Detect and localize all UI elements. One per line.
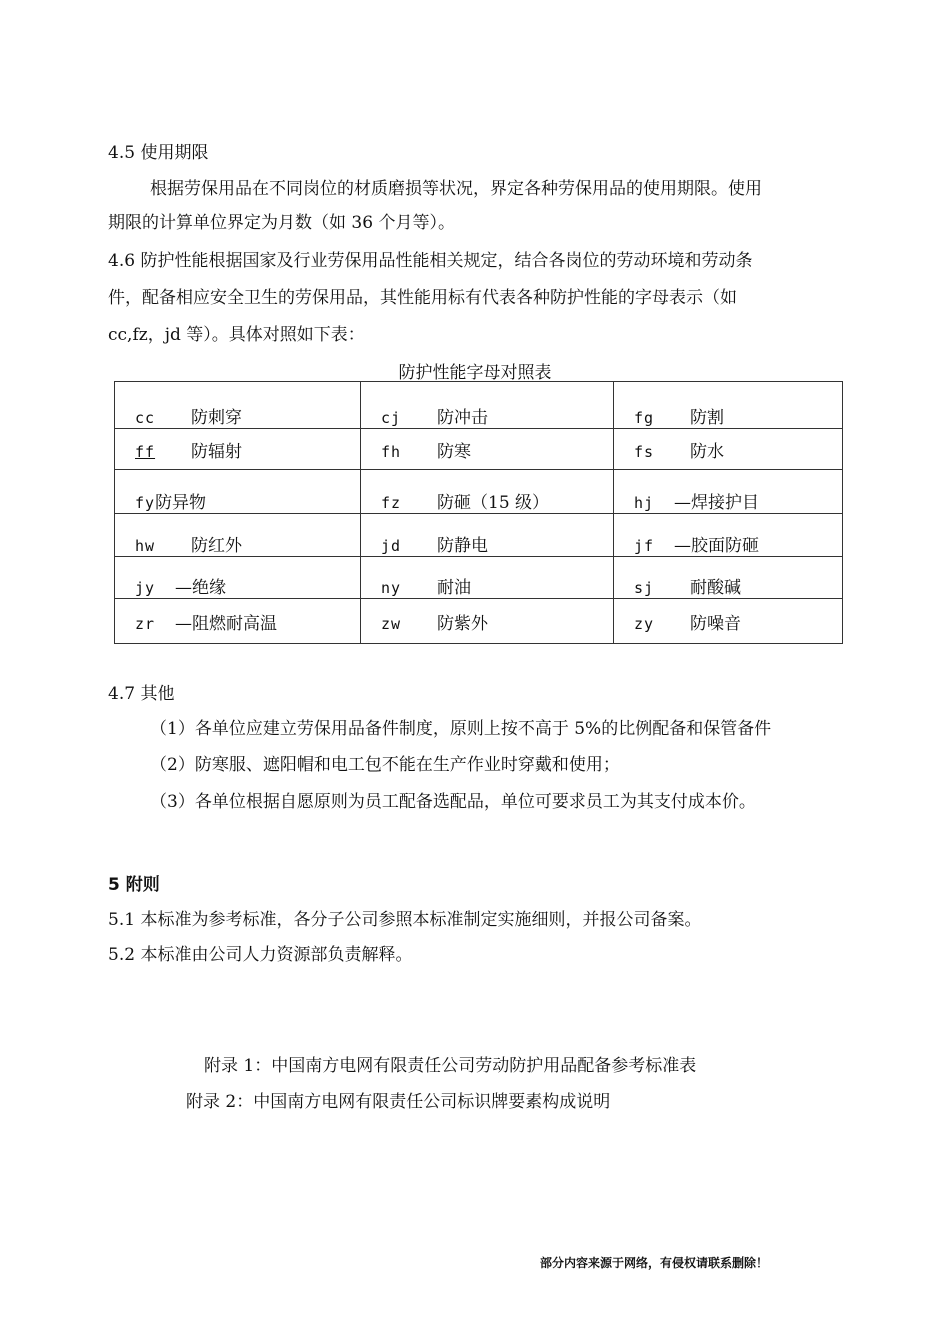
code-text: zw — [381, 614, 402, 633]
table-row — [115, 470, 843, 514]
table-cell — [115, 382, 361, 429]
table-cell — [614, 557, 843, 599]
label-text: 防异物 — [155, 493, 207, 513]
table-cell — [115, 514, 361, 557]
code-text: zr — [135, 614, 156, 633]
section-4-7-item3: （3）各单位根据自愿原则为员工配备选配品，单位可要求员工为其支付成本价。 — [150, 792, 756, 812]
code-text: fh — [381, 442, 402, 461]
code-text: fy — [135, 494, 156, 512]
label-text: 防静电 — [437, 536, 488, 556]
code-text: sj — [634, 579, 655, 597]
footer-disclaimer: 部分内容来源于网络，有侵权请联系删除！ — [540, 1256, 769, 1270]
table-caption: 防护性能字母对照表 — [398, 363, 552, 383]
code-text: fg — [634, 409, 655, 427]
label-text: —阻燃耐高温 — [175, 613, 277, 634]
section-4-6-text-line1: 4.6 防护性能根据国家及行业劳保用品性能相关规定，结合各岗位的劳动环境和劳动条 — [108, 251, 753, 271]
code-text: ny — [381, 579, 402, 597]
code-text: jy — [135, 579, 156, 597]
table-cell — [361, 382, 614, 429]
table-row — [115, 599, 843, 644]
section-4-7-heading: 4.7 其他 — [108, 684, 175, 704]
code-text: jd — [381, 537, 402, 555]
table-cell — [361, 514, 614, 557]
section-5-item1: 5.1 本标准为参考标准，各分子公司参照本标准制定实施细则，并报公司备案。 — [108, 910, 702, 930]
label-text: 防辐射 — [191, 441, 242, 462]
table-cell — [614, 599, 843, 644]
label-text: 防刺穿 — [191, 408, 242, 428]
section-4-5-text-line1: 根据劳保用品在不同岗位的材质磨损等状况，界定各种劳保用品的使用期限。使用 — [150, 179, 762, 199]
label-text: 防寒 — [437, 441, 471, 462]
label-text: —焊接护目 — [674, 493, 759, 513]
table-cell — [361, 429, 614, 470]
table-row — [115, 557, 843, 599]
section-4-5-heading: 4.5 使用期限 — [108, 143, 209, 163]
table-cell — [115, 557, 361, 599]
code-text: ff — [135, 442, 156, 461]
label-text: —胶面防砸 — [674, 536, 759, 556]
table-cell — [361, 557, 614, 599]
code-text: cj — [381, 409, 402, 427]
code-text: jf — [634, 537, 655, 555]
table-row — [115, 382, 843, 429]
label-text: 防紫外 — [437, 613, 488, 634]
table-cell — [361, 599, 614, 644]
section-4-5-text-line2: 期限的计算单位界定为月数（如 36 个月等）。 — [108, 213, 455, 233]
label-text: 防割 — [690, 408, 724, 428]
table-cell — [115, 470, 361, 514]
label-text: —绝缘 — [175, 578, 226, 598]
section-4-6-text-line2: 件，配备相应安全卫生的劳保用品，其性能用标有代表各种防护性能的字母表示（如 — [108, 288, 737, 308]
table-cell — [361, 470, 614, 514]
appendix-1: 附录 1：中国南方电网有限责任公司劳动防护用品配备参考标准表 — [204, 1056, 697, 1076]
section-5-heading: 5 附则 — [108, 875, 160, 895]
code-text: fs — [634, 442, 655, 461]
label-text: 防水 — [690, 441, 724, 462]
label-text: 耐油 — [437, 578, 471, 598]
code-text: hj — [634, 494, 655, 512]
label-text: 防噪音 — [690, 613, 741, 634]
table-cell — [614, 514, 843, 557]
table-row — [115, 514, 843, 557]
table-cell — [614, 382, 843, 429]
label-text: 耐酸碱 — [690, 578, 741, 598]
protection-code-table — [114, 381, 843, 644]
code-text: zy — [634, 614, 655, 633]
section-4-7-item2: （2）防寒服、遮阳帽和电工包不能在生产作业时穿戴和使用； — [150, 755, 620, 775]
appendix-2: 附录 2：中国南方电网有限责任公司标识牌要素构成说明 — [186, 1092, 611, 1112]
code-text: hw — [135, 537, 156, 555]
label-text: 防砸（15 级） — [437, 493, 550, 513]
table-cell — [115, 599, 361, 644]
table-cell — [614, 470, 843, 514]
table-cell — [614, 429, 843, 470]
section-5-item2: 5.2 本标准由公司人力资源部负责解释。 — [108, 945, 413, 965]
table-row — [115, 429, 843, 470]
label-text: 防冲击 — [437, 408, 488, 428]
code-text: cc — [135, 409, 156, 427]
label-text: 防红外 — [191, 536, 242, 556]
code-text: fz — [381, 494, 402, 512]
section-4-6-text-line3: cc,fz，jd 等）。具体对照如下表： — [108, 325, 365, 345]
table-cell — [115, 429, 361, 470]
section-4-7-item1: （1）各单位应建立劳保用品备件制度，原则上按不高于 5%的比例配备和保管备件 — [150, 719, 772, 739]
